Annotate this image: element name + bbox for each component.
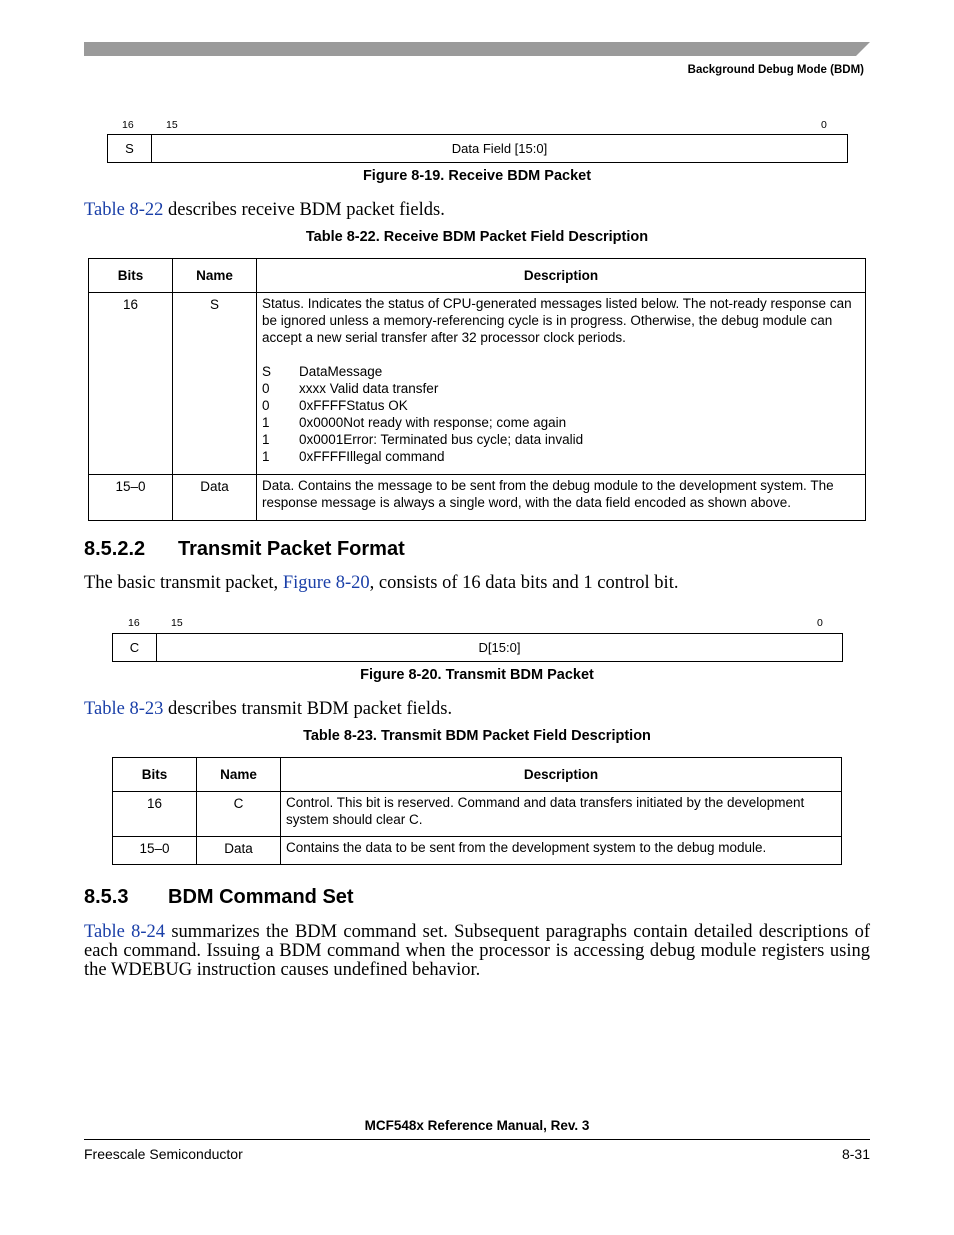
table-caption: Table 8-22. Receive BDM Packet Field Description bbox=[305, 229, 649, 245]
paragraph: The basic transmit packet, Figure 8-20, consists of 16 data bits and 1 control bit. bbox=[84, 573, 679, 593]
table-reference-link[interactable]: Table 8-24 bbox=[84, 922, 166, 942]
cell-name: S bbox=[173, 293, 257, 475]
status-list-item: S DataMessage bbox=[262, 364, 383, 379]
table-row bbox=[113, 792, 842, 837]
table-header-row bbox=[113, 758, 842, 792]
paragraph-text: summarizes the BDM command set. Subsequent paragraphs contain detailed descriptions of each command. Issuing a BDM command when the processor is accessing debug module registers using the WDEBUG instruction causes undefined behavior. bbox=[84, 922, 870, 980]
bit-number-15: 15 bbox=[166, 119, 178, 131]
cell-bits: 15–0 bbox=[113, 837, 197, 865]
status-list-item: 1 0xFFFFIllegal command bbox=[262, 449, 445, 464]
bit-number-0: 0 bbox=[821, 119, 827, 131]
table-row bbox=[113, 837, 842, 865]
column-header-name: Name bbox=[173, 259, 257, 293]
cell-description: Contains the data to be sent from the development system to the debug module. bbox=[281, 837, 842, 865]
transmit-field-table bbox=[112, 757, 842, 865]
register-field-data: Data Field [15:0] bbox=[451, 141, 548, 156]
paragraph bbox=[84, 201, 445, 220]
cell-name: C bbox=[197, 792, 281, 837]
status-list-item: 0 xxxx Valid data transfer bbox=[262, 381, 439, 396]
section-number: 8.5.3 bbox=[84, 886, 129, 908]
table-caption: Table 8-23. Transmit BDM Packet Field Description bbox=[303, 728, 651, 744]
register-field-data: D[15:0] bbox=[478, 640, 521, 655]
figure-caption: Figure 8-19. Receive BDM Packet bbox=[362, 168, 592, 184]
section-title: BDM Command Set bbox=[168, 886, 354, 908]
paragraph bbox=[84, 923, 870, 980]
page-number: 8-31 bbox=[841, 1146, 870, 1162]
table-row bbox=[89, 293, 866, 475]
cell-bits: 16 bbox=[89, 293, 173, 475]
cell-description bbox=[257, 293, 866, 475]
section-title: Transmit Packet Format bbox=[178, 538, 405, 560]
header-bar bbox=[84, 42, 870, 56]
bit-number-15: 15 bbox=[171, 617, 183, 629]
cell-name: Data bbox=[197, 837, 281, 865]
cell-description: Data. Contains the message to be sent from the debug module to the development system. The response message is always a single word, with the data field encoded as shown above. bbox=[257, 475, 866, 521]
receive-packet-register bbox=[107, 134, 848, 163]
paragraph bbox=[84, 700, 452, 719]
bit-number-0: 0 bbox=[817, 617, 823, 629]
status-list-item: 0 0xFFFFStatus OK bbox=[262, 398, 408, 413]
cell-name: Data bbox=[173, 475, 257, 521]
transmit-packet-register bbox=[112, 633, 843, 662]
figure-reference-link[interactable]: Figure 8-20 bbox=[282, 573, 370, 593]
status-list-item: 1 0x0001Error: Terminated bus cycle; data invalid bbox=[262, 432, 584, 447]
paragraph-text: describes receive BDM packet fields. bbox=[163, 200, 445, 220]
register-field-c: C bbox=[113, 634, 157, 661]
description-text: Status. Indicates the status of CPU-generated messages listed below. The not-ready response can be ignored unless a memory-referencing cycle is in progress. Otherwise, the debug module can accept a new serial transfer after 32 processor clock periods. bbox=[262, 296, 852, 345]
section-heading bbox=[84, 886, 354, 909]
footer-manual-title: MCF548x Reference Manual, Rev. 3 bbox=[364, 1118, 590, 1133]
column-header-description: Description bbox=[257, 259, 866, 293]
paragraph-text: describes transmit BDM packet fields. bbox=[163, 699, 453, 719]
cell-bits: 16 bbox=[113, 792, 197, 837]
footer-company: Freescale Semiconductor bbox=[84, 1146, 243, 1162]
column-header-bits: Bits bbox=[89, 259, 173, 293]
figure-caption: Figure 8-20. Transmit BDM Packet bbox=[360, 667, 594, 683]
column-header-name: Name bbox=[197, 758, 281, 792]
table-row bbox=[89, 475, 866, 521]
table-reference-link[interactable]: Table 8-22 bbox=[84, 200, 164, 220]
column-header-description: Description bbox=[281, 758, 842, 792]
receive-field-table bbox=[88, 258, 866, 521]
register-field-s: S bbox=[108, 135, 152, 162]
table-header-row bbox=[89, 259, 866, 293]
bit-number-16: 16 bbox=[128, 617, 140, 629]
column-header-bits: Bits bbox=[113, 758, 197, 792]
cell-description: Control. This bit is reserved. Command and data transfers initiated by the development system should clear C. bbox=[281, 792, 842, 837]
bit-number-16: 16 bbox=[122, 119, 134, 131]
footer-divider bbox=[84, 1139, 870, 1140]
running-header-title: Background Debug Mode (BDM) bbox=[687, 64, 864, 76]
status-list-item: 1 0x0000Not ready with response; come again bbox=[262, 415, 567, 430]
section-number: 8.5.2.2 bbox=[84, 538, 146, 560]
table-reference-link[interactable]: Table 8-23 bbox=[84, 699, 164, 719]
section-heading bbox=[84, 538, 405, 561]
cell-bits: 15–0 bbox=[89, 475, 173, 521]
